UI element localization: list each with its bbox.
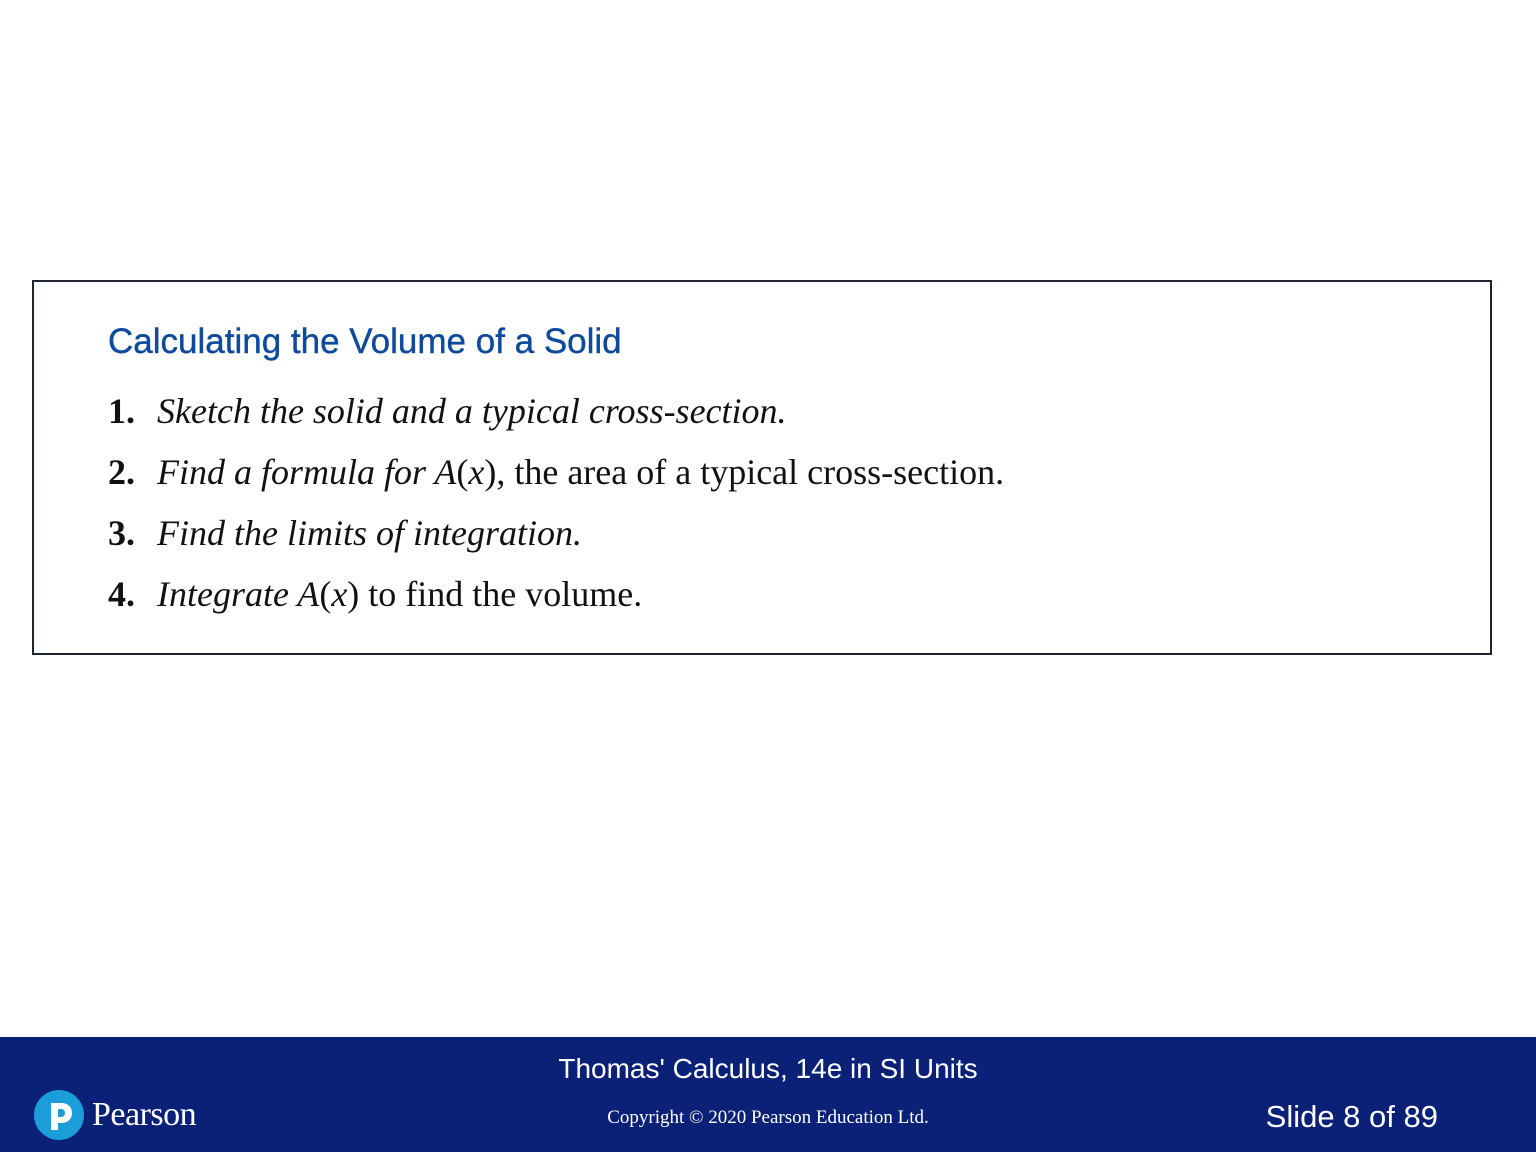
slide-indicator: Slide 8 of 89 [1265,1099,1438,1134]
book-title: Thomas' Calculus, 14e in SI Units [558,1053,978,1084]
step-item [108,573,1004,634]
box-title: Calculating the Volume of a Solid [108,322,622,361]
step-text: Sketch the solid and a typical cross-section. [157,391,787,431]
step-item [108,451,1004,512]
step-item [108,390,1004,451]
pearson-logo-text: Pearson [92,1096,197,1133]
definition-box [32,280,1492,655]
step-number: 2. [108,452,135,492]
slide-footer [0,1037,1536,1152]
step-number: 1. [108,391,135,431]
steps-list [108,390,1004,634]
step-text: Find the limits of integration. [157,513,582,553]
copyright-notice: Copyright © 2020 Pearson Education Ltd. [607,1107,929,1128]
step-text: Find a formula for A(x), the area of a typical cross-section. [157,452,1005,492]
step-text: Integrate A(x) to find the volume. [157,574,643,614]
step-number: 3. [108,513,135,553]
step-item [108,512,1004,573]
step-number: 4. [108,574,135,614]
